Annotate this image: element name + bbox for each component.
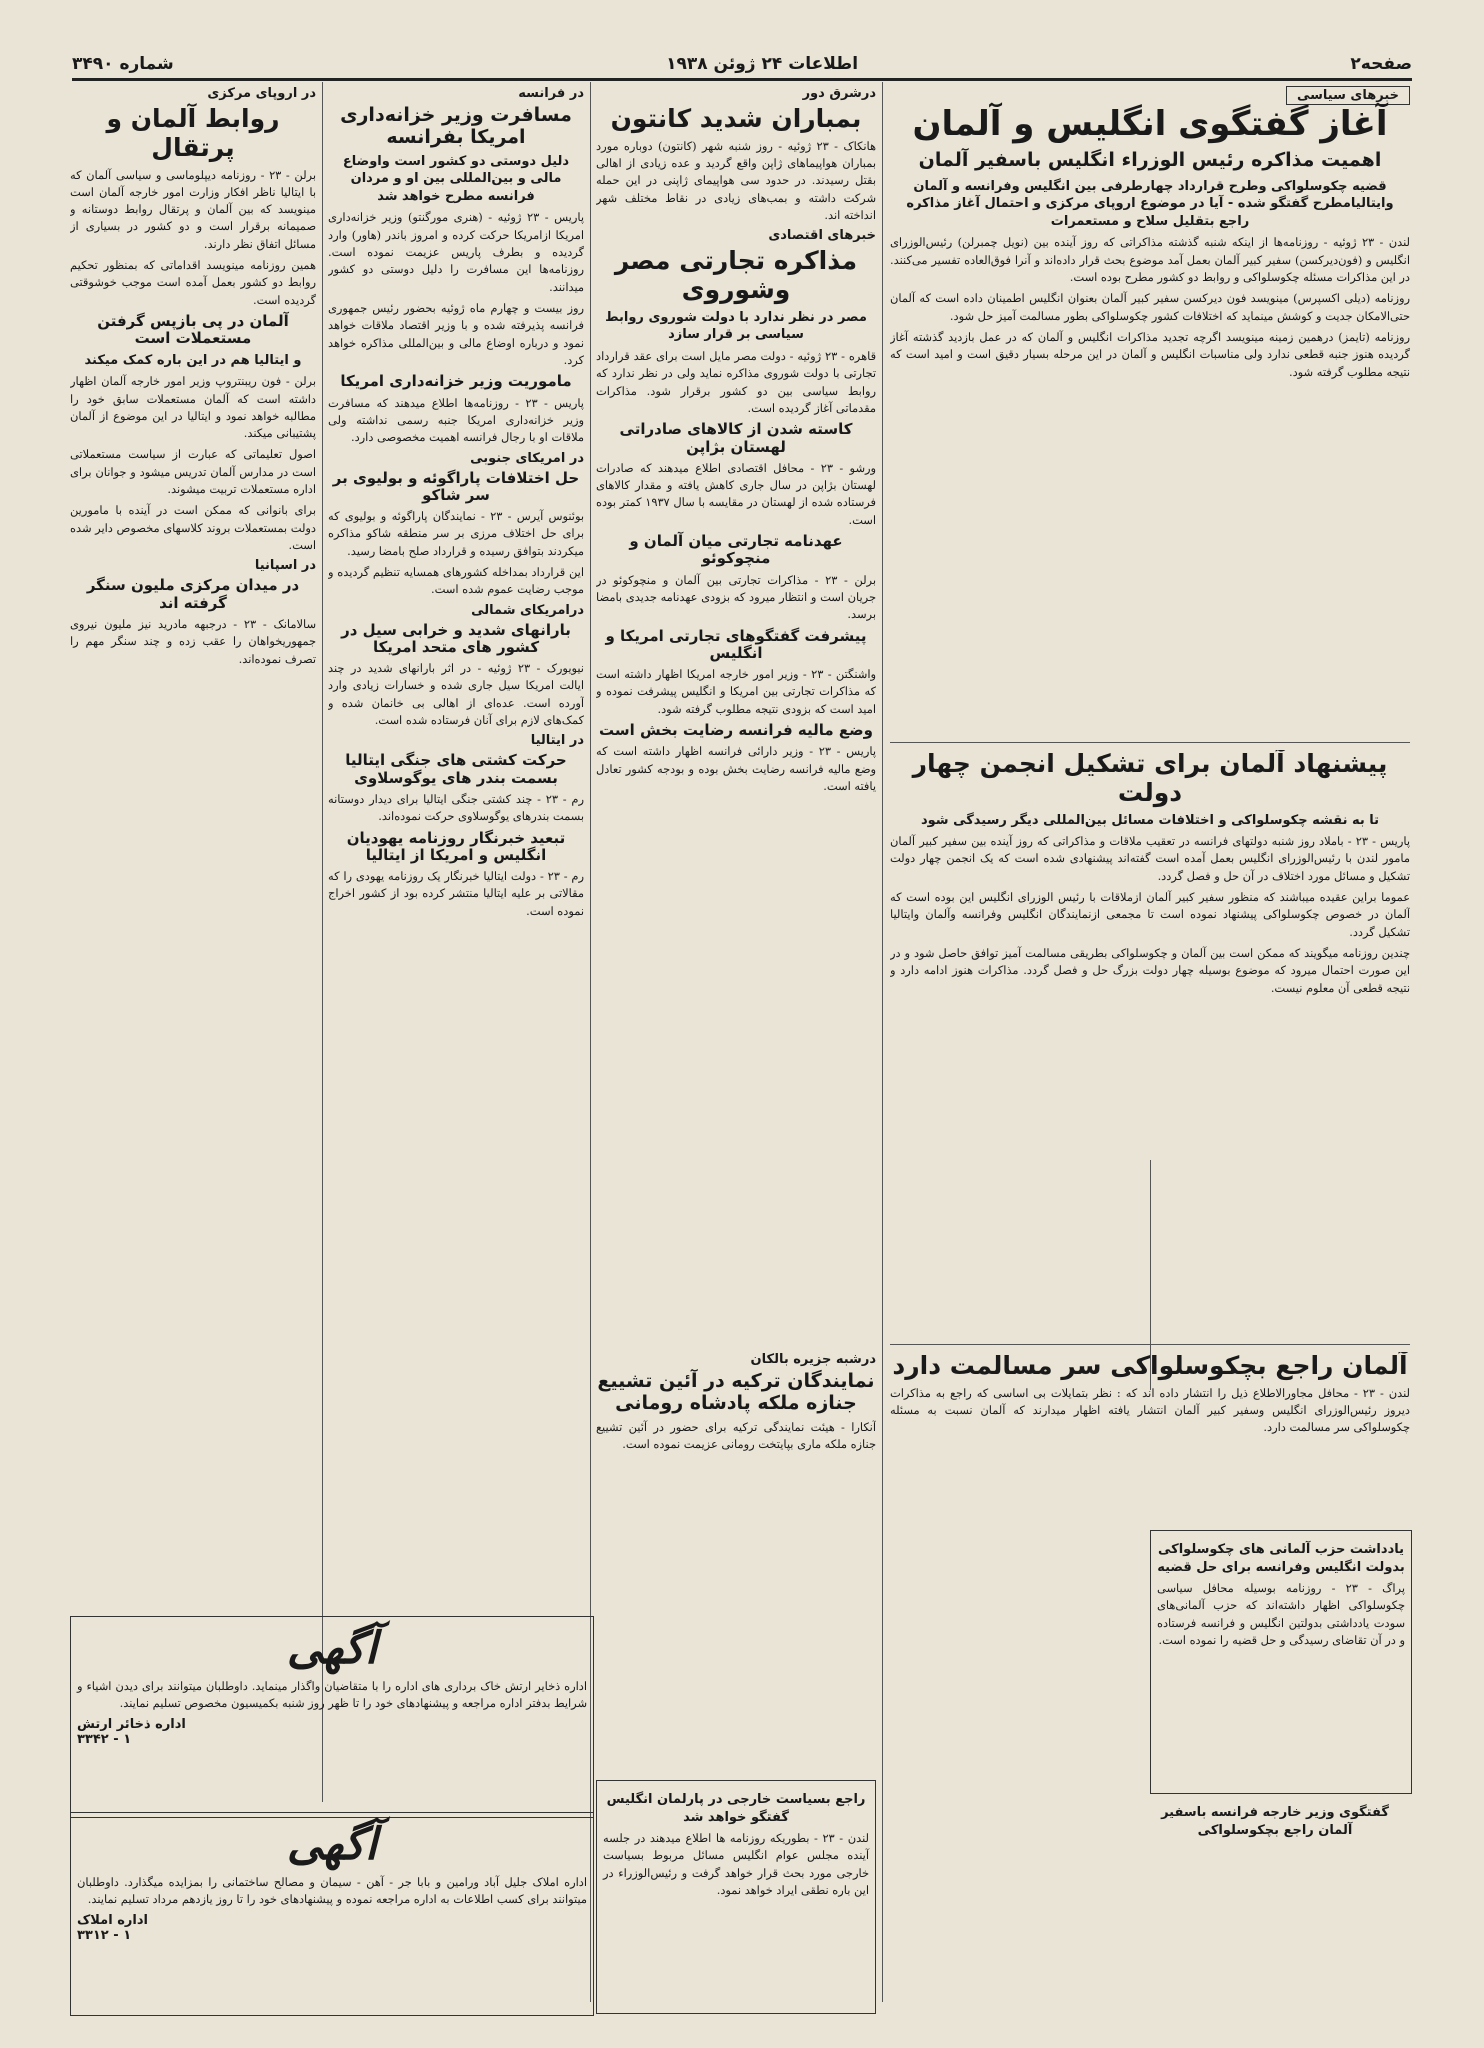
article-headline: آلمان در پی بازپس گرفتن مستعملات است <box>97 312 289 348</box>
section-label: در امریکای جنوبی <box>470 450 584 466</box>
article-headline: تبعید خبرنگار روزنامه یهودیان انگلیس و امریکا از ایتالیا <box>346 828 566 864</box>
article-divider <box>890 1344 1410 1345</box>
article-divider <box>890 742 1410 743</box>
article-paragraph: سالامانک - ۲۳ - درجبهه مادرید نیز ملیون نیروی جمهوریخواهان را عقب زده و چند سنگر مهم را تصرف نموده‌اند. <box>70 616 316 666</box>
article-paragraph: اصول تعلیماتی که عبارت از سیاست مستعملاتی است در مدارس آلمان تدریس میشود و جوانان برای اداره مستعملات تربیت میشوند. <box>70 447 316 497</box>
section-label: خبرهای اقتصادی <box>768 228 876 244</box>
article-four-power <box>890 750 1410 1340</box>
ad-text: اداره ذخایر ارتش خاک برداری های اداره را با متقاضیان واگذار مینماید. داوطلبان میتوانند برای دیدن اشیاء و شرایط بدفتر اداره مراجعه و پیشنهادهای خود را تا ظهر روز شنبه بکمیسیون مخصوص تسلیم نمایند. <box>77 1679 587 1711</box>
lead-deck: قضیه چکوسلواکی وطرح قرارداد چهارطرفی بین انگلیس وفرانسه و آلمان وایتالیامطرح گفتگو شده - آیا در موضوع اروپای مرکزی و احتمال آغاز مذاکره راجع بتقلیل سلاح و مستعمرات <box>906 178 1394 229</box>
article-paragraph: لندن - ۲۳ - محافل مجاورالاطلاع ذیل را انتشار داده اند که : نظر بتمایلات بی اساسی که راجع به مذاکرات دیروز رئیس‌الوزرای انگلیس وسفیر کبیر آلمان انتشار یافته اظهار میدارند که آلمان نسبت به مسئله چکوسلواکی سر مسالمت دارد. <box>890 1385 1410 1435</box>
article-headline: مسافرت وزیر خزانه‌داری امریکا بفرانسه <box>340 104 572 148</box>
column-three <box>328 84 584 1614</box>
article-headline: روابط آلمان و پرتقال <box>106 104 280 162</box>
boxed-article <box>596 1780 876 2014</box>
article-paragraph: پاریس - ۲۳ - روزنامه‌ها اطلاع میدهند که مسافرت وزیر خزانه‌داری امریکا جنبه رسمی نداشته ولی ملاقات او با رجال فرانسه اهمیت مخصوصی دارد. <box>328 395 584 445</box>
section-label: در اسپانیا <box>254 558 316 574</box>
article-paragraph: لندن - ۲۳ ژوئیه - روزنامه‌ها از اینکه شنبه گذشته مذاکراتی که روز آینده بین (نویل چمبرلن) رئیس‌الوزرای انگلیس و (فون‌دیرکسن) سفیر کبیر آلمان بعمل آمد موضوع بحث قرار داده‌اند و آنرا فوق‌العاده تفسیر می‌کنند. در این مذاکرات مسئله چکوسلواکی و روابط دو کشور مطرح بوده است. <box>890 235 1410 285</box>
section-label: در فرانسه <box>518 86 584 101</box>
article-paragraph: واشنگتن - ۲۳ - وزیر امور خارجه امریکا اظهار داشته است که مذاکرات تجارتی بین امریکا و انگلیس پیشرفت نموده و امید است که بزودی نتیجه مطلوب گرفته شود. <box>596 667 876 716</box>
article-paragraph: این قرارداد بمداخله کشورهای همسایه تنظیم گردیده و موجب رضایت عموم شده است. <box>328 565 584 597</box>
article-headline: ماموریت وزیر خزانه‌داری امریکا <box>340 372 572 391</box>
article-paragraph: روزنامه (دیلی اکسپرس) مینویسد فون دیرکسن سفیر کبیر آلمان بعنوان انگلیس اطمینان داده است که آلمان حتی‌الامکان جدیت و کوشش مینماید که اختلافات کشور چکوسلواکی بطور مسالمت آمیز حل شود. <box>890 291 1410 323</box>
article-paragraph: رم - ۲۳ - چند کشتی جنگی ایتالیا برای دیدار دوستانه بسمت بندرهای یوگوسلاوی حرکت نموده‌اند. <box>328 791 584 824</box>
box-paragraph: لندن - ۲۳ - بطوریکه روزنامه ها اطلاع میدهند در جلسه آینده مجلس عوام انگلیس مسائل مربوط بسیاست خارجی مورد بحث قرار خواهد گرفت و رئیس‌الوزراء در این باره نطقی ایراد خواهد نمود. <box>603 1831 870 1898</box>
masthead-rule <box>72 78 1412 81</box>
article-headline: حل اختلافات پاراگوئه و بولیوی بر سر شاکو <box>332 468 580 504</box>
article-headline: وضع مالیه فرانسه رضایت بخش است <box>599 721 873 740</box>
article-headline: در میدان مرکزی ملیون سنگر گرفته اند <box>86 576 300 612</box>
ad-signature: اداره ذخائر ارتش <box>77 1716 186 1732</box>
advertisement <box>70 1812 594 2016</box>
ad-title: آگهی <box>286 1819 378 1870</box>
article-paragraph: برلن - فون ریبنتروپ وزیر امور خارجه آلمان اظهار داشته است که آلمان مستعملات سابق خود را مطالبه خواهد نمود و ایتالیا در این موضوع از آلمان پشتیبانی میکند. <box>70 374 316 441</box>
article-paragraph: عموما براین عقیده میباشند که منظور سفیر کبیر آلمان ازملاقات با رئیس الوزرای انگلیس این بوده است که آلمان در خصوص چکوسلواکی پیشنهاد نموده است تا مجمعی ازنمایندگان انگلیس وفرانسه وآلمان وایتالیا تشکیل گردد. <box>890 890 1410 939</box>
box-paragraph: پراگ - ۲۳ - روزنامه بوسیله محافل سیاسی چکوسلواکی اظهار داشته‌اند که حزب آلمانی‌های سودت یادداشتی بدولتین انگلیس و فرانسه فرستاده و در آن تقاضای رسیدگی و حل قضیه را نموده است. <box>1157 1581 1405 1648</box>
article-peace <box>890 1352 1410 1522</box>
article-paragraph: پاریس - ۲۳ ژوئیه - (هنری مورگنتو) وزیر خزانه‌داری امریکا ازامریکا حرکت کرده و امروز باندر (هاور) وارد گردیده و بطرف پاریس عزیمت نموده است. روزنامه‌ها این مسافرت را دلیل دوستی دو کشور میدانند. <box>328 210 584 294</box>
article-deck: مصر در نظر ندارد با دولت شوروی روابط سیاسی بر قرار سازد <box>605 309 867 343</box>
issue-number: شماره ۳۴۹۰ <box>72 54 174 74</box>
ad-title: آگهی <box>286 1623 378 1674</box>
article-paragraph: برلن - ۲۳ - مذاکرات تجارتی بین آلمان و منچوکوئو در جریان است و انتظار میرود که بزودی عهدنامه جدیدی بامضا برسد. <box>596 572 876 622</box>
issue-date: اطلاعات ۲۴ ژوئن ۱۹۳۸ <box>666 54 859 74</box>
lead-article <box>890 84 1410 724</box>
page-number: صفحه۲ <box>1350 54 1412 74</box>
advertisement <box>70 1616 594 1818</box>
section-label: در اروپای مرکزی <box>207 86 316 101</box>
article-headline: آلمان راجع بچکوسلواکی سر مسالمت دارد <box>892 1352 1408 1380</box>
article-headline: بمباران شدید کانتون <box>610 104 862 133</box>
footer-headline: گفتگوی وزیر خارجه فرانسه باسفیر آلمان راجع بچکوسلواکی <box>1161 1805 1389 1838</box>
article-paragraph: همین روزنامه مینویسد اقداماتی که بمنظور تحکیم روابط دو کشور بعمل آمده است موجب خوشوقتی گردیده است. <box>70 258 316 307</box>
lead-headline: آغاز گفتگوی انگلیس و آلمان <box>912 104 1388 144</box>
article-headline: بارانهای شدید و خرابی سیل در کشور های متحد امریکا <box>341 620 571 656</box>
article-deck: و ایتالیا هم در این باره کمک میکند <box>84 352 302 368</box>
article-paragraph: هانکاک - ۲۳ ژوئیه - روز شنبه شهر (کانتون) دوباره مورد بمباران هواپیماهای ژاپن واقع گردید و عده زیادی از اهالی بقتل رسیدند. در حدود سی هواپیمای ژاپنی در این حمله شرکت داشته و بمب‌های زیادی در نقاط مختلف شهر انداخته اند. <box>596 138 876 223</box>
section-label: خبرهای سیاسی <box>1286 86 1410 105</box>
article-headline: حرکت کشتی های جنگی ایتالیا بسمت بندر های یوگوسلاوی <box>345 751 567 787</box>
article-deck: تا به نقشه چکوسلواکی و اختلافات مسائل بین‌المللی دیگر رسیدگی شود <box>920 812 1380 828</box>
lead-subhead: اهمیت مذاکره رئیس الوزراء انگلیس باسفیر آلمان <box>918 149 1382 172</box>
article-paragraph: روزنامه (تایمز) درهمین زمینه مینویسد اگرچه تجدید مذاکرات انگلیس و آلمان که در عمل بازدید گذشته آغاز گردیده هنوز جنبه قطعی ندارد ولی مناسبات انگلیس و آلمان در این مرحله بسیار دقیق است و امید است که نتیجه مطلوب گرفته شود. <box>890 330 1410 379</box>
ad-code: ۱ - ۳۳۱۲ <box>77 1927 132 1943</box>
ad-code: ۱ - ۳۳۴۲ <box>77 1731 132 1747</box>
article-headline: پیشرفت گفتگوهای تجارتی امریکا و انگلیس <box>605 626 867 662</box>
ad-text: اداره املاک جلیل آباد ورامین و بابا جر - آهن - سیمان و مصالح ساختمانی را بمزایده میگذارد. داوطلبان میتوانند برای کسب اطلاعات به اداره مراجعه نموده و پیشنهادهای خود را تا روز یازدهم مرداد تسلیم نمایند. <box>77 1875 587 1907</box>
article-headline: عهدنامه تجارتی میان آلمان و منچوکوئو <box>629 532 843 568</box>
footer-article <box>1150 1800 1400 1880</box>
article-headline: کاسته شدن از کالاهای صادراتی لهستان بژاپن <box>619 420 853 456</box>
section-label: درشبه جزیره بالکان <box>750 1352 876 1367</box>
column-two <box>596 84 876 1344</box>
article-paragraph: برلن - ۲۳ - روزنامه دیپلوماسی و سیاسی آلمان که با ایتالیا ناظر افکار وزارت امور خارجه آلمان است مینویسد که بین آلمان و پرتقال روابط دوستانه و صمیمانه برقرار است و دو کشور در بسیاری از مسائل اتفاق نظر دارند. <box>70 167 316 251</box>
article-paragraph: پاریس - ۲۳ - باملاد روز شنبه دولتهای فرانسه در تعقیب ملاقات و مذاکراتی که روز آینده بین سفیر کبیر آلمان مامور لندن با رئیس‌الوزرای انگلیس بعمل آمده است گفته‌اند پیشنهادی شده است که یک انجمن چهار دولت تشکیل و مسائل مورد اختلاف در آن حل و فصل گردد. <box>890 834 1410 883</box>
column-divider <box>322 82 323 1802</box>
section-label: درامریکای شمالی <box>471 602 584 618</box>
column-two-lower <box>596 1350 876 1770</box>
column-divider <box>882 82 883 2002</box>
article-headline: نمایندگان ترکیه در آئین تشییع جنازه ملکه پادشاه رومانی <box>597 1370 875 1414</box>
article-headline: مذاکره تجارتی مصر وشوروی <box>614 246 858 305</box>
box-headline: راجع بسیاست خارجی در پارلمان انگلیس گفتگو خواهد شد <box>606 1792 866 1825</box>
article-headline: پیشنهاد آلمان برای تشکیل انجمن چهار دولت <box>912 750 1388 807</box>
section-label: در ایتالیا <box>530 733 584 749</box>
article-paragraph: روز بیست و چهارم ماه ژوئیه بحضور رئیس جمهوری فرانسه پذیرفته شده و با وزیر اقتصاد ملاقات خواهد نمود و درباره اوضاع مالی و بین‌المللی مذاکره خواهد کرد. <box>328 300 584 367</box>
article-paragraph: چندین روزنامه میگویند که ممکن است بین آلمان و چکوسلواکی بطریقی مسالمت آمیز توافق حاصل شود و در این صورت احتمال میرود که موضوع بوسیله چهار دولت بزرگ حل و فصل گردد. مذاکرات هنوز ادامه دارد و نتیجه قطعی آن معلوم نیست. <box>890 946 1410 995</box>
article-paragraph: نیویورک - ۲۳ ژوئیه - در اثر بارانهای شدید در چند ایالت امریکا سیل جاری شده و خسارات زیادی وارد آورده است. عده‌ای از اهالی بی خانمان شده و کمک‌های لازم برای آنان فرستاده شده است. <box>328 661 584 728</box>
article-paragraph: قاهره - ۲۳ ژوئیه - دولت مصر مایل است برای عقد قرارداد تجارتی با دولت شوروی مذاکره نماید ولی در نظر ندارد که روابط سیاسی بین دو کشور برقرار شود. مذاکرات مقدماتی آغاز گردیده است. <box>596 348 876 415</box>
article-paragraph: رم - ۲۳ - دولت ایتالیا خبرنگار یک روزنامه یهودی را که مقالاتی بر علیه ایتالیا منتشر کرده بود از کشور اخراج نموده است. <box>328 869 584 918</box>
article-paragraph: پاریس - ۲۳ - وزیر دارائی فرانسه اظهار داشته است که وضع مالیه فرانسه رضایت بخش بوده و بودجه کشور تعادل یافته است. <box>596 744 876 793</box>
article-deck: دلیل دوستی دو کشور است واوضاع مالی و بین‌المللی بین او و مردان فرانسه مطرح خواهد شد <box>342 153 570 204</box>
box-headline: یادداشت حزب آلمانی های چکوسلواکی بدولت انگلیس وفرانسه برای حل قضیه <box>1157 1542 1405 1575</box>
article-paragraph: برای بانوانی که ممکن است در آینده با مامورین دولت بمستعملات بروند کلاسهای مخصوص دایر شده است. <box>70 503 316 553</box>
masthead <box>72 52 1412 76</box>
boxed-article <box>1150 1530 1412 1794</box>
ad-signature: اداره املاک <box>77 1912 148 1928</box>
article-paragraph: آنکارا - هیئت نمایندگی ترکیه برای حضور در آئین تشییع جنازه ملکه ماری بپایتخت رومانی عزیمت نموده است. <box>596 1419 876 1452</box>
article-paragraph: بوئنوس آیرس - ۲۳ - نمایندگان پاراگوئه و بولیوی که برای حل اختلاف مرزی بر سر منطقه شاکو مذاکره میکردند بتوافق رسیده و قرارداد صلح بامضا رسید. <box>328 509 584 558</box>
section-label: درشرق دور <box>802 86 876 101</box>
article-paragraph: ورشو - ۲۳ - محافل اقتصادی اطلاع میدهند که صادرات لهستان بژاپن در سال جاری کاهش یافته و مقدار کالاهای فرستاده شده از لهستان در مقایسه با سال ۱۹۳۷ کمتر بوده است. <box>596 460 876 527</box>
column-four <box>70 84 316 1614</box>
